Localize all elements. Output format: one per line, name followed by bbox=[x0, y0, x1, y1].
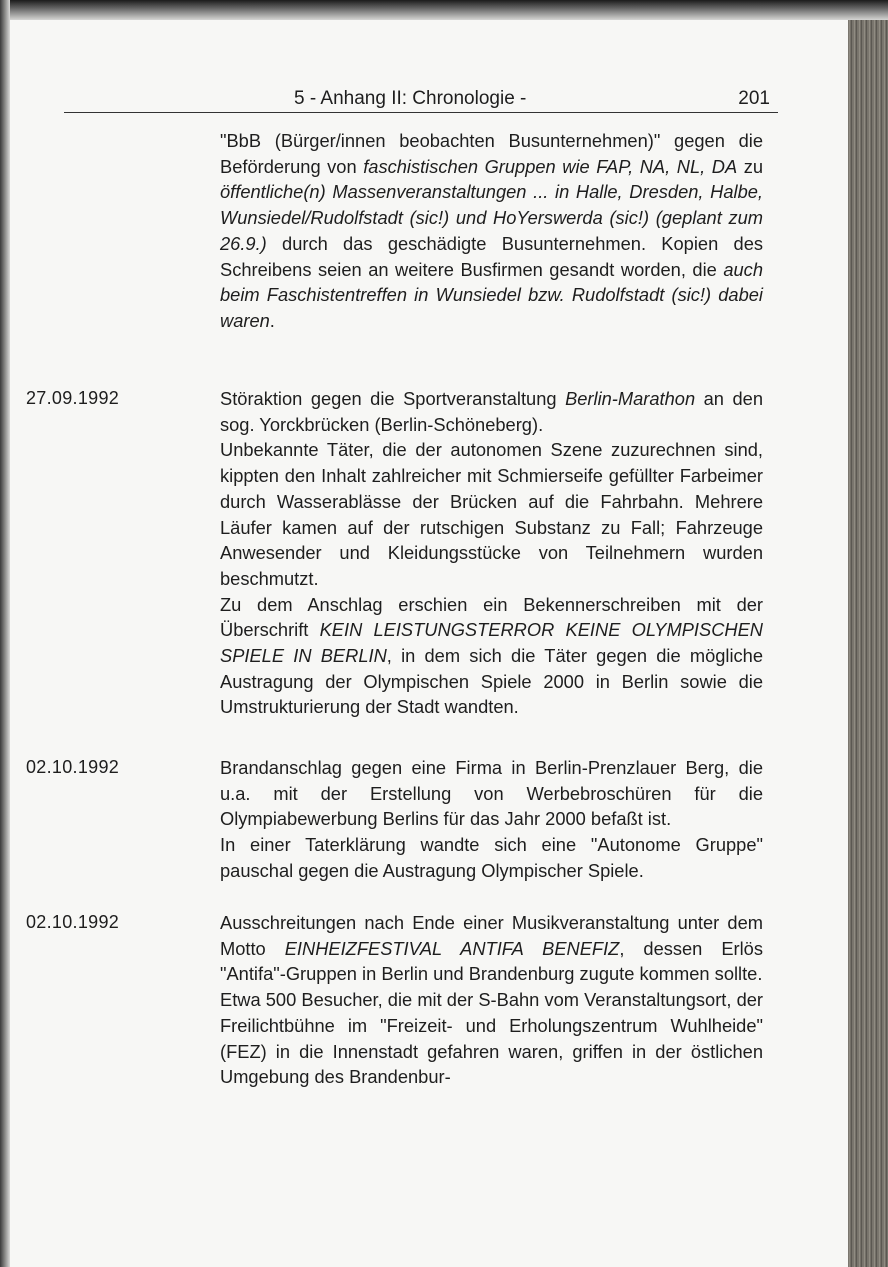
entry-paragraph bbox=[220, 437, 763, 591]
italic-text-run: EINHEIZFESTIVAL ANTIFA BENEFIZ bbox=[284, 937, 620, 959]
text-run: . bbox=[269, 309, 275, 331]
page-number: 201 bbox=[738, 88, 770, 109]
entry-paragraph bbox=[220, 910, 763, 987]
entry-paragraph bbox=[220, 128, 763, 334]
text-run: zu bbox=[737, 155, 763, 177]
text-run: Zu dem Anschlag erschien ein Bekennerschreiben mit der Überschrift bbox=[220, 593, 763, 641]
text-run: durch das geschädigte Busunternehmen. Kopien des Schreibens seien an weitere Busfirmen gesandt worden, die bbox=[220, 232, 763, 280]
document-page bbox=[10, 20, 848, 1267]
text-run: an den sog. Yorckbrücken (Berlin-Schöneberg). bbox=[220, 388, 763, 435]
entry-paragraph bbox=[220, 987, 763, 1090]
entry-paragraph bbox=[220, 386, 763, 437]
italic-text-run: auch beim Faschistentreffen in Wunsiedel bzw. Rudolfstadt (sic!) dabei waren bbox=[220, 258, 763, 331]
entry-date: 02.10.1992 bbox=[26, 912, 120, 932]
entry-text bbox=[220, 910, 763, 1090]
text-run: Etwa 500 Besucher, die mit der S-Bahn vom Veranstaltungsort, der Freilichtbühne im "Freizeit- und Erholungszentrum Wuhlheide" (FEZ) in die Innenstadt gefahren waren, griffen in der östlichen Umgebung des Brandenbur- bbox=[220, 989, 763, 1088]
italic-text-run: faschistischen Gruppen wie FAP, NA, NL, DA bbox=[363, 155, 738, 177]
entry-text bbox=[220, 755, 763, 884]
text-run: Störaktion gegen die Sportveranstaltung bbox=[220, 388, 566, 409]
page-header bbox=[64, 72, 778, 113]
italic-text-run: KEIN LEISTUNGSTERROR KEINE OLYMPISCHEN SPIELE IN BERLIN bbox=[220, 619, 763, 667]
text-run: , dessen Erlös "Antifa"-Gruppen in Berlin und Brandenburg zugute kommen sollte. bbox=[220, 937, 763, 985]
entry-paragraph bbox=[220, 592, 763, 721]
entry-text bbox=[220, 386, 763, 720]
text-run: Ausschreitungen nach Ende einer Musikveranstaltung unter dem Motto bbox=[220, 912, 763, 959]
text-run: Unbekannte Täter, die der autonomen Szene zuzurechnen sind, kippten den Inhalt zahlreicher mit Schmierseife gefüllter Farbeimer durch Wasserablässe der Brücken auf die Fahrbahn. Mehrere Läufer kamen auf der rutschigen Substanz zu Fall; Fahrzeuge Anwesender und Kleidungsstücke von Teilnehmern wurden beschmutzt. bbox=[220, 439, 763, 589]
entry-text bbox=[220, 128, 763, 334]
scan-top-shadow bbox=[0, 0, 888, 22]
text-run: Brandanschlag gegen eine Firma in Berlin-Prenzlauer Berg, die u.a. mit der Erstellung von Werbebroschüren für die Olympiabewerbung Berlins für das Jahr 2000 befaßt ist. bbox=[220, 757, 763, 830]
scan-left-shadow bbox=[0, 0, 10, 1267]
text-run: In einer Taterklärung wandte sich eine "Autonome Gruppe" pauschal gegen die Austragung Olympischer Spiele. bbox=[220, 834, 763, 881]
entry-date: 02.10.1992 bbox=[26, 757, 120, 777]
italic-text-run: öffentliche(n) Massenveranstaltungen ... in Halle, Dresden, Halbe, Wunsiedel/Rudolfstadt (sic!) und HoYerswerda (sic!) (geplant zum 26.9.) bbox=[220, 181, 763, 254]
book-page-edges bbox=[846, 20, 888, 1267]
entry-date: 27.09.1992 bbox=[26, 388, 120, 408]
text-run: "BbB (Bürger/innen beobachten Busunternehmen)" gegen die Beförderung von bbox=[220, 130, 763, 177]
text-run: , in dem sich die Täter gegen die mögliche Austragung der Olympischen Spiele 2000 in Berlin sowie die Umstrukturierung der Stadt wandten. bbox=[220, 645, 764, 718]
entry-paragraph bbox=[220, 755, 763, 832]
italic-text-run: Berlin-Marathon bbox=[565, 388, 696, 409]
entry-paragraph bbox=[220, 832, 763, 883]
running-head: 5 - Anhang II: Chronologie - bbox=[294, 88, 527, 109]
